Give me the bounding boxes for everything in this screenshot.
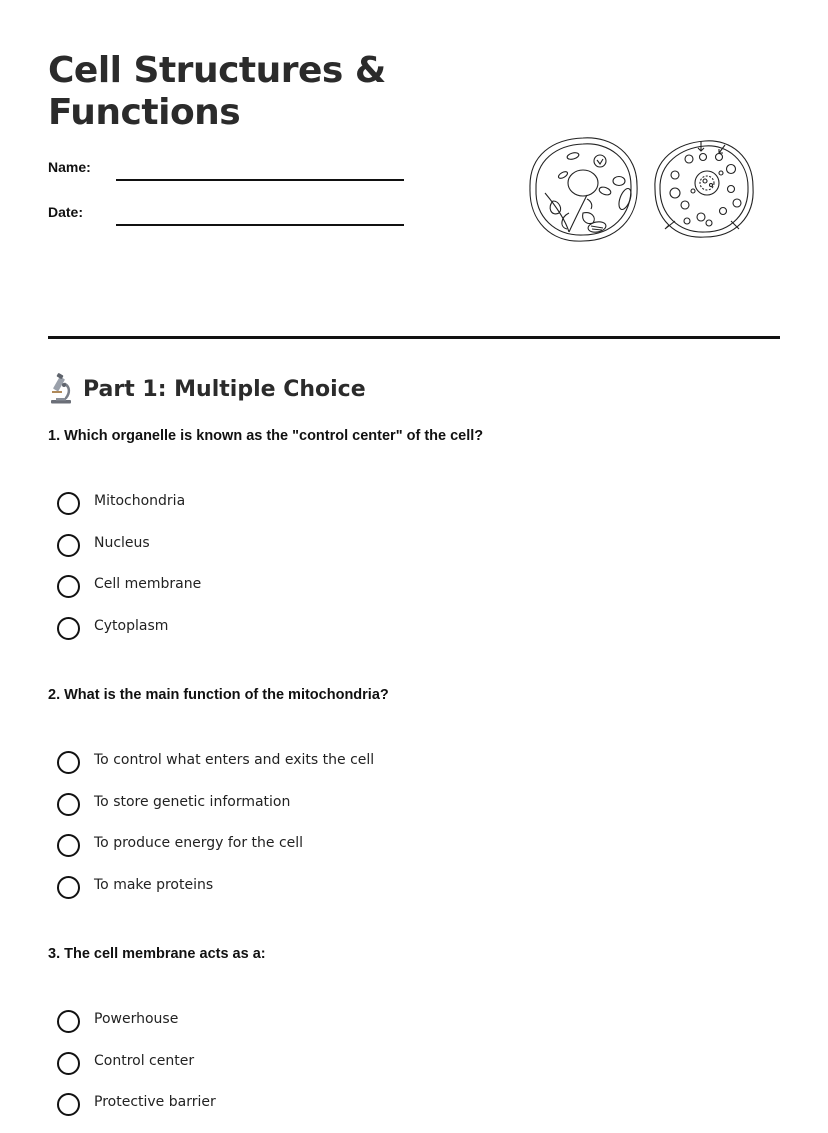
date-line[interactable] bbox=[116, 224, 404, 226]
question-3: 3. The cell membrane acts as a: bbox=[48, 946, 266, 962]
question-2: 2. What is the main function of the mitochondria? bbox=[48, 687, 389, 703]
section-divider bbox=[48, 336, 780, 339]
option-label: Cell membrane bbox=[94, 576, 202, 592]
option-label: Nucleus bbox=[94, 534, 150, 551]
plant-cell-icon bbox=[530, 138, 637, 241]
part1-title: Part 1: Multiple Choice bbox=[83, 376, 366, 402]
radio-button[interactable] bbox=[57, 534, 80, 557]
radio-button[interactable] bbox=[57, 617, 80, 640]
radio-button[interactable] bbox=[57, 1093, 80, 1116]
option-label: Protective barrier bbox=[94, 1094, 216, 1110]
option-label: To store genetic information bbox=[94, 793, 291, 810]
option-produce-energy[interactable] bbox=[57, 832, 757, 874]
option-cell-membrane[interactable] bbox=[57, 573, 757, 615]
radio-button[interactable] bbox=[57, 1052, 80, 1075]
question-1: 1. Which organelle is known as the "control center" of the cell? bbox=[48, 428, 484, 444]
option-store-genetic-info[interactable] bbox=[57, 791, 757, 833]
worksheet-title: Cell Structures & Functions bbox=[48, 50, 386, 133]
option-make-proteins[interactable] bbox=[57, 874, 757, 916]
radio-button[interactable] bbox=[57, 1010, 80, 1033]
date-field bbox=[48, 203, 408, 233]
option-label: Cytoplasm bbox=[94, 617, 169, 634]
option-protective-barrier[interactable] bbox=[57, 1091, 757, 1133]
date-label: Date: bbox=[48, 204, 84, 220]
radio-button[interactable] bbox=[57, 834, 80, 857]
radio-button[interactable] bbox=[57, 793, 80, 816]
option-label: To make proteins bbox=[94, 876, 214, 893]
name-field bbox=[48, 158, 408, 188]
option-control-center[interactable] bbox=[57, 1050, 757, 1092]
option-label: Control center bbox=[94, 1052, 195, 1069]
option-label: Mitochondria bbox=[94, 493, 186, 509]
question-3-options bbox=[57, 1008, 757, 1133]
microscope-icon bbox=[48, 373, 74, 405]
option-cytoplasm[interactable] bbox=[57, 615, 757, 657]
radio-button[interactable] bbox=[57, 492, 80, 515]
option-powerhouse[interactable] bbox=[57, 1008, 757, 1050]
option-control-entry-exit[interactable] bbox=[57, 749, 757, 791]
name-label: Name: bbox=[48, 159, 91, 175]
option-mitochondria[interactable] bbox=[57, 490, 757, 532]
option-label: To control what enters and exits the cell bbox=[94, 752, 375, 768]
radio-button[interactable] bbox=[57, 575, 80, 598]
name-line[interactable] bbox=[116, 179, 404, 181]
question-2-options bbox=[57, 749, 757, 915]
option-label: Powerhouse bbox=[94, 1011, 179, 1027]
cell-illustrations bbox=[525, 133, 761, 245]
option-nucleus[interactable] bbox=[57, 532, 757, 574]
radio-button[interactable] bbox=[57, 876, 80, 899]
question-1-options bbox=[57, 490, 757, 656]
option-label: To produce energy for the cell bbox=[94, 835, 304, 851]
radio-button[interactable] bbox=[57, 751, 80, 774]
part1-heading bbox=[48, 372, 366, 406]
animal-cell-icon bbox=[655, 141, 753, 237]
